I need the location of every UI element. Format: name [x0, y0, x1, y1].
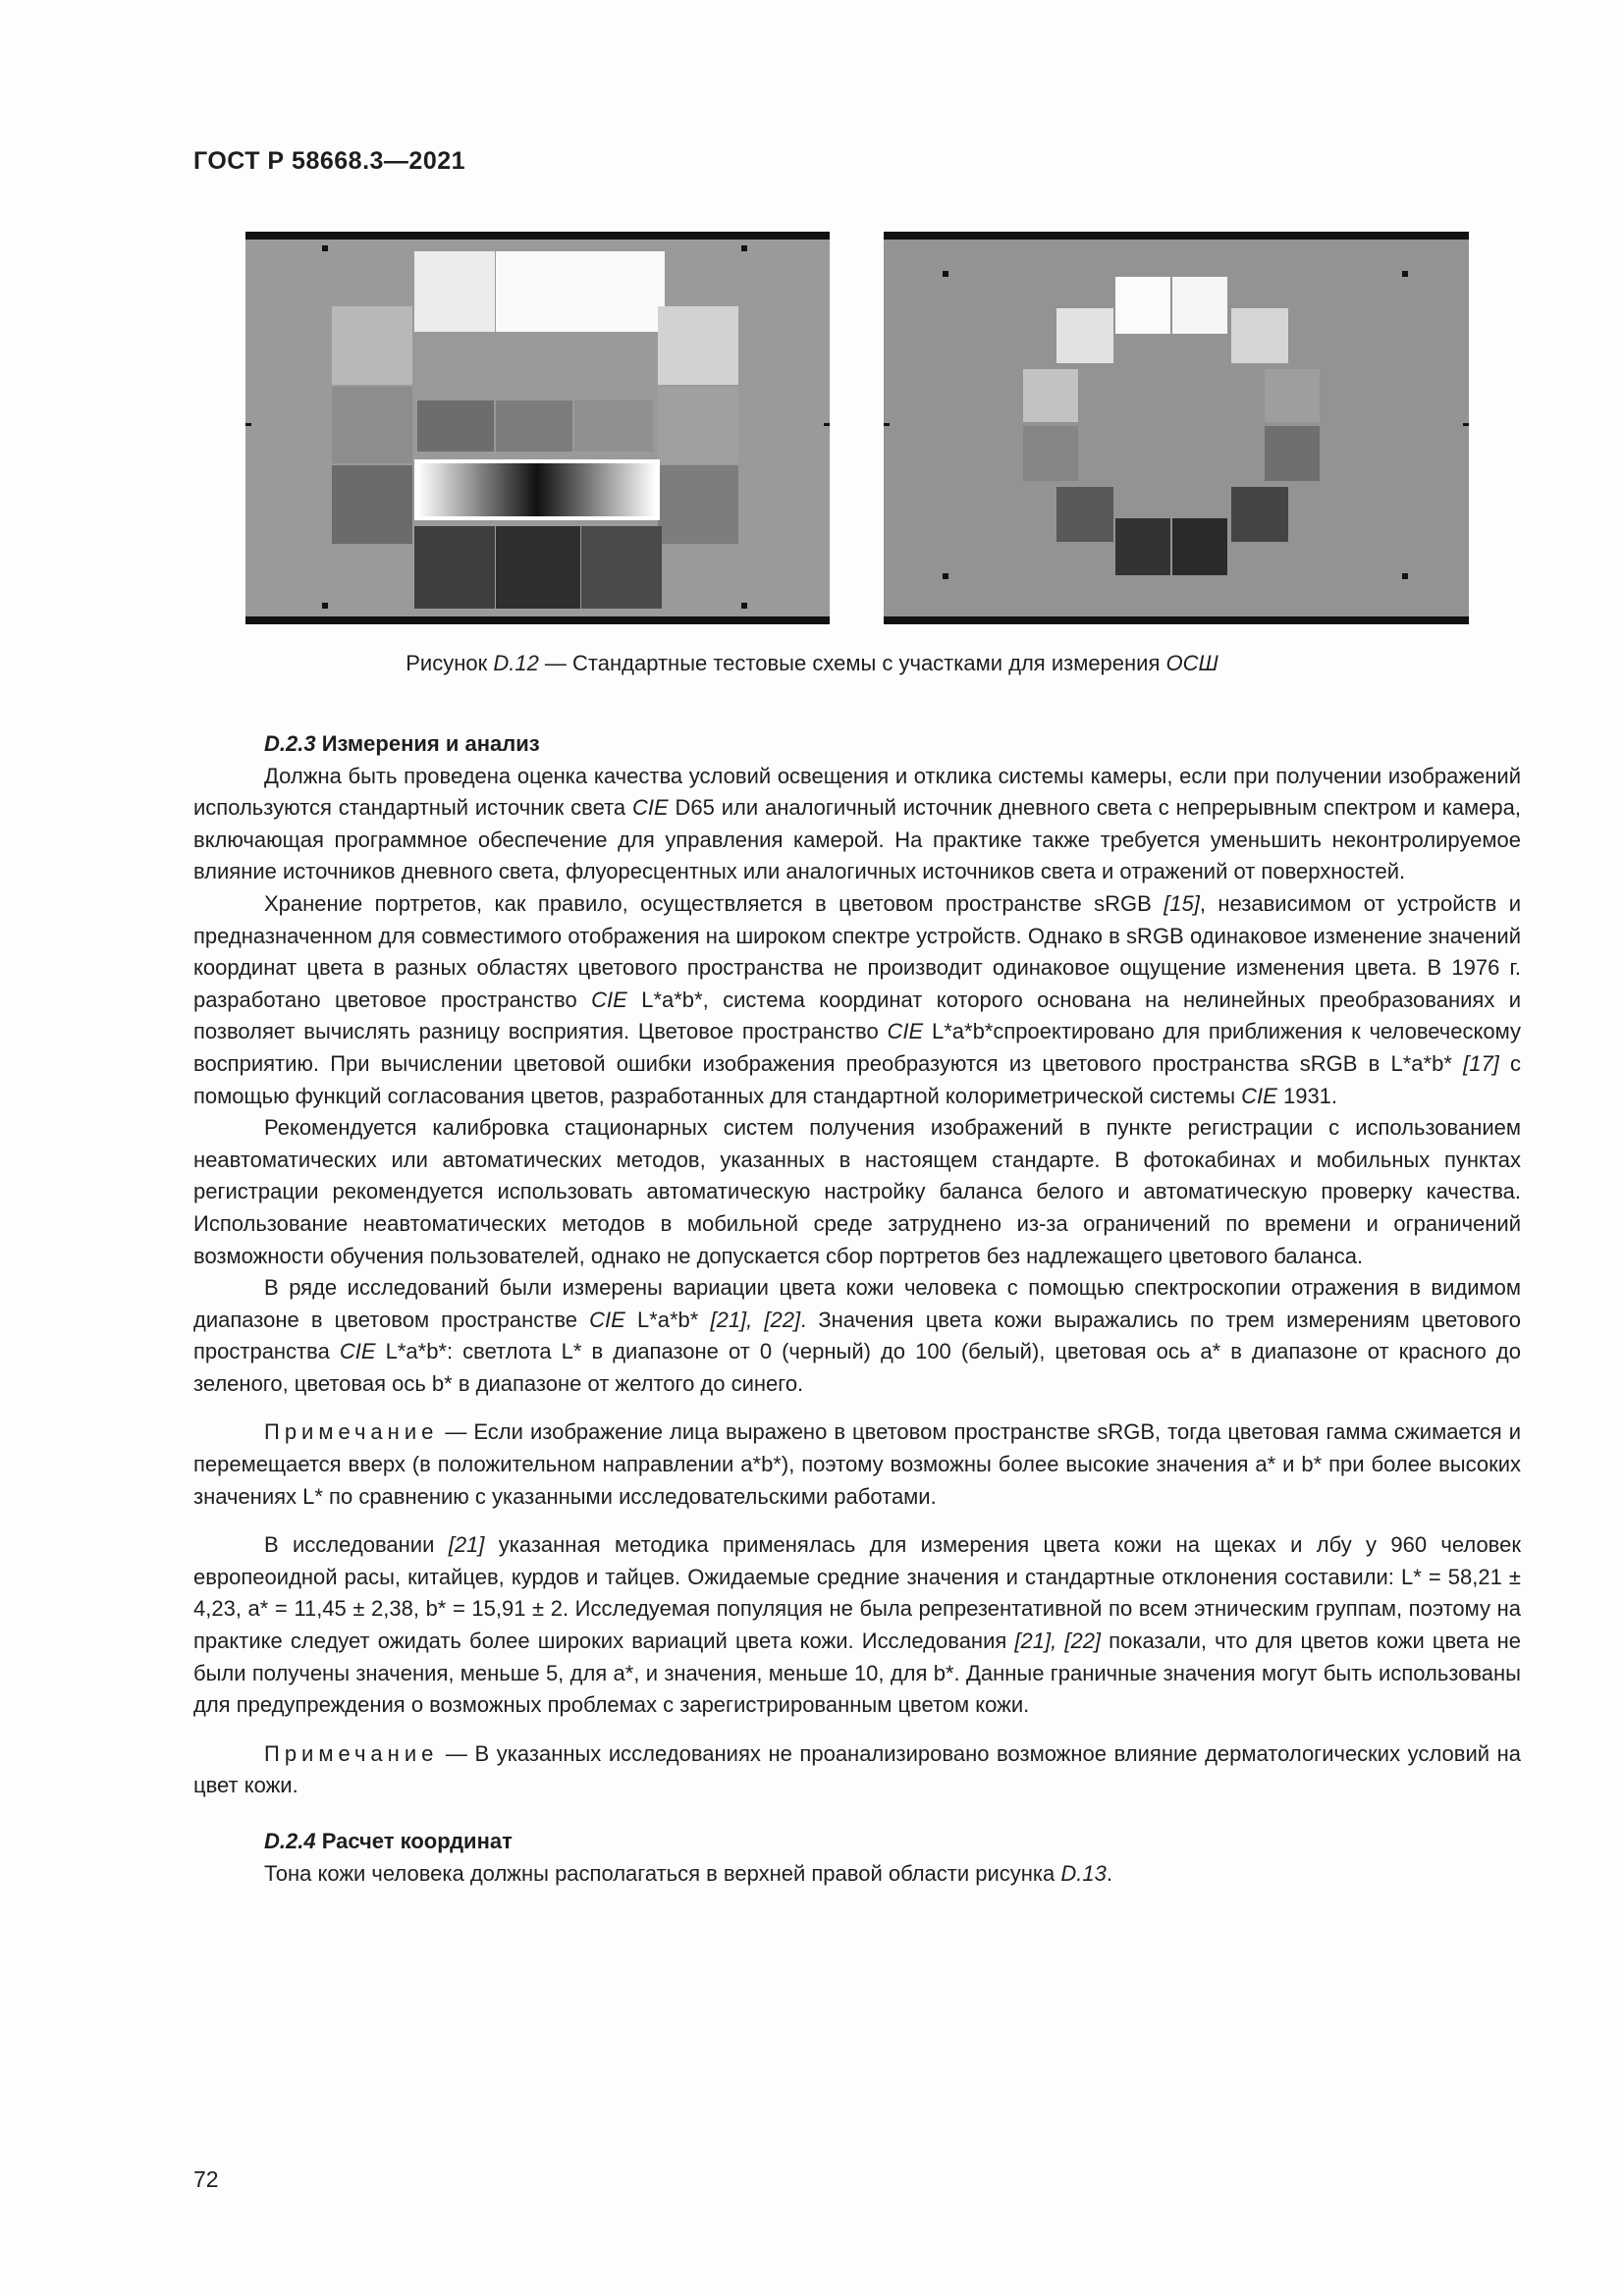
paragraph: Рекомендуется калибровка стационарных систем получения изображений в пункте регистрации с использованием неавтоматических или автоматических методов, указанных в настоящем стандарте. В фотокабинах и мобильных пунктах регистрации рекомендуется использовать автоматическую настройку баланса белого и автоматическую проверку качества. Использование неавтоматических методов в мобильной среде затруднено из-за ограничений по времени и ограничений возможности обучения пользователей, однако не допускается сбор портретов без надлежащего цветового баланса. [193, 1115, 1521, 1268]
note-1: Примечание — Если изображение лица выражено в цветовом пространстве sRGB, тогда цветовая гамма сжимается и перемещается вверх (в положительном направлении a*b*), поэтому возможны более высокие значения a* и b* при более высоких значениях L* по сравнению с указанными исследовательскими работами. [193, 1419, 1521, 1509]
test-chart-right [884, 232, 1469, 624]
paragraph: В исследовании [21] указанная методика применялась для измерения цвета кожи на щеках и лбу у 960 человек европеоидной расы, китайцев, курдов и тайцев. Ожидаемые средние значения и стандартные отклонения составили: L* = 58,21 ± 4,23, a* = 11,45 ± 2,38, b* = 15,91 ± 2. Исследуемая популяция не была репрезентативной по всем этническим группам, поэтому на практике следует ожидать более широких вариаций цвета кожи. Исследования [21], [22] показали, что для цветов кожи цвета не были получены значения, меньше 5, для a*, и значения, меньше 10, для b*. Данные граничные значения могут быть использованы для предупреждения о возможных проблемах с зарегистрированным цветом кожи. [193, 1532, 1522, 1718]
page-number: 72 [193, 2166, 219, 2192]
paragraph: Тона кожи человека должны располагаться в верхней правой области рисунка D.13. [264, 1860, 1112, 1886]
test-chart-left [245, 232, 830, 624]
section-heading-d23: D.2.3 Измерения и анализ [264, 731, 540, 756]
paragraph: Хранение портретов, как правило, осуществляется в цветовом пространстве sRGB [15], независимом от устройств и предназначенном для совместимого отображения на широком спектре устройств. Однако в sRGB одинаковое изменение значений координат цвета в разных областях цветового пространства не производит одинаковое ощущение изменения цвета. В 1976 г. разработано цветовое пространство CIE L*a*b*, система координат которого основана на нелинейных преобразованиях и позволяет вычислять разницу восприятия. Цветовое пространство CIE L*a*b*спроектировано для приближения к человеческому восприятию. При вычислении цветовой ошибки изображения преобразуются из цветового пространства sRGB в L*a*b* [17] с помощью функций согласования цветов, разработанных для стандартной колориметрической системы CIE 1931. [193, 890, 1521, 1108]
note-2: Примечание — В указанных исследованиях не проанализировано возможное влияние дерматологических условий на цвет кожи. [193, 1740, 1521, 1798]
main-text [193, 728, 1521, 1890]
figure-caption: Рисунок D.12 — Стандартные тестовые схемы с участками для измерения ОСШ [406, 651, 1218, 675]
paragraph: В ряде исследований были измерены вариации цвета кожи человека с помощью спектроскопии отражения в видимом диапазоне в цветовом пространстве CIE L*a*b* [21], [22]. Значения цвета кожи выражались по трем измерениям цветового пространства CIE L*a*b*: светлота L* в диапазоне от 0 (черный) до 100 (белый), цветовая ось a* в диапазоне от красного до зеленого, цветовая ось b* в диапазоне от желтого до синего. [193, 1275, 1521, 1396]
section-heading-d24: D.2.4 Расчет координат [264, 1829, 513, 1853]
document-header: ГОСТ Р 58668.3—2021 [193, 147, 466, 175]
paragraph: Должна быть проведена оценка качества условий освещения и отклика системы камеры, если при получении изображений используются стандартный источник света CIE D65 или аналогичный источник дневного света с непрерывным спектром и камера, включающая программное обеспечение для управления камерой. На практике также требуется уменьшить неконтролируемое влияние источников дневного света, флуоресцентных или аналогичных источников света и отражений от поверхностей. [193, 763, 1521, 884]
